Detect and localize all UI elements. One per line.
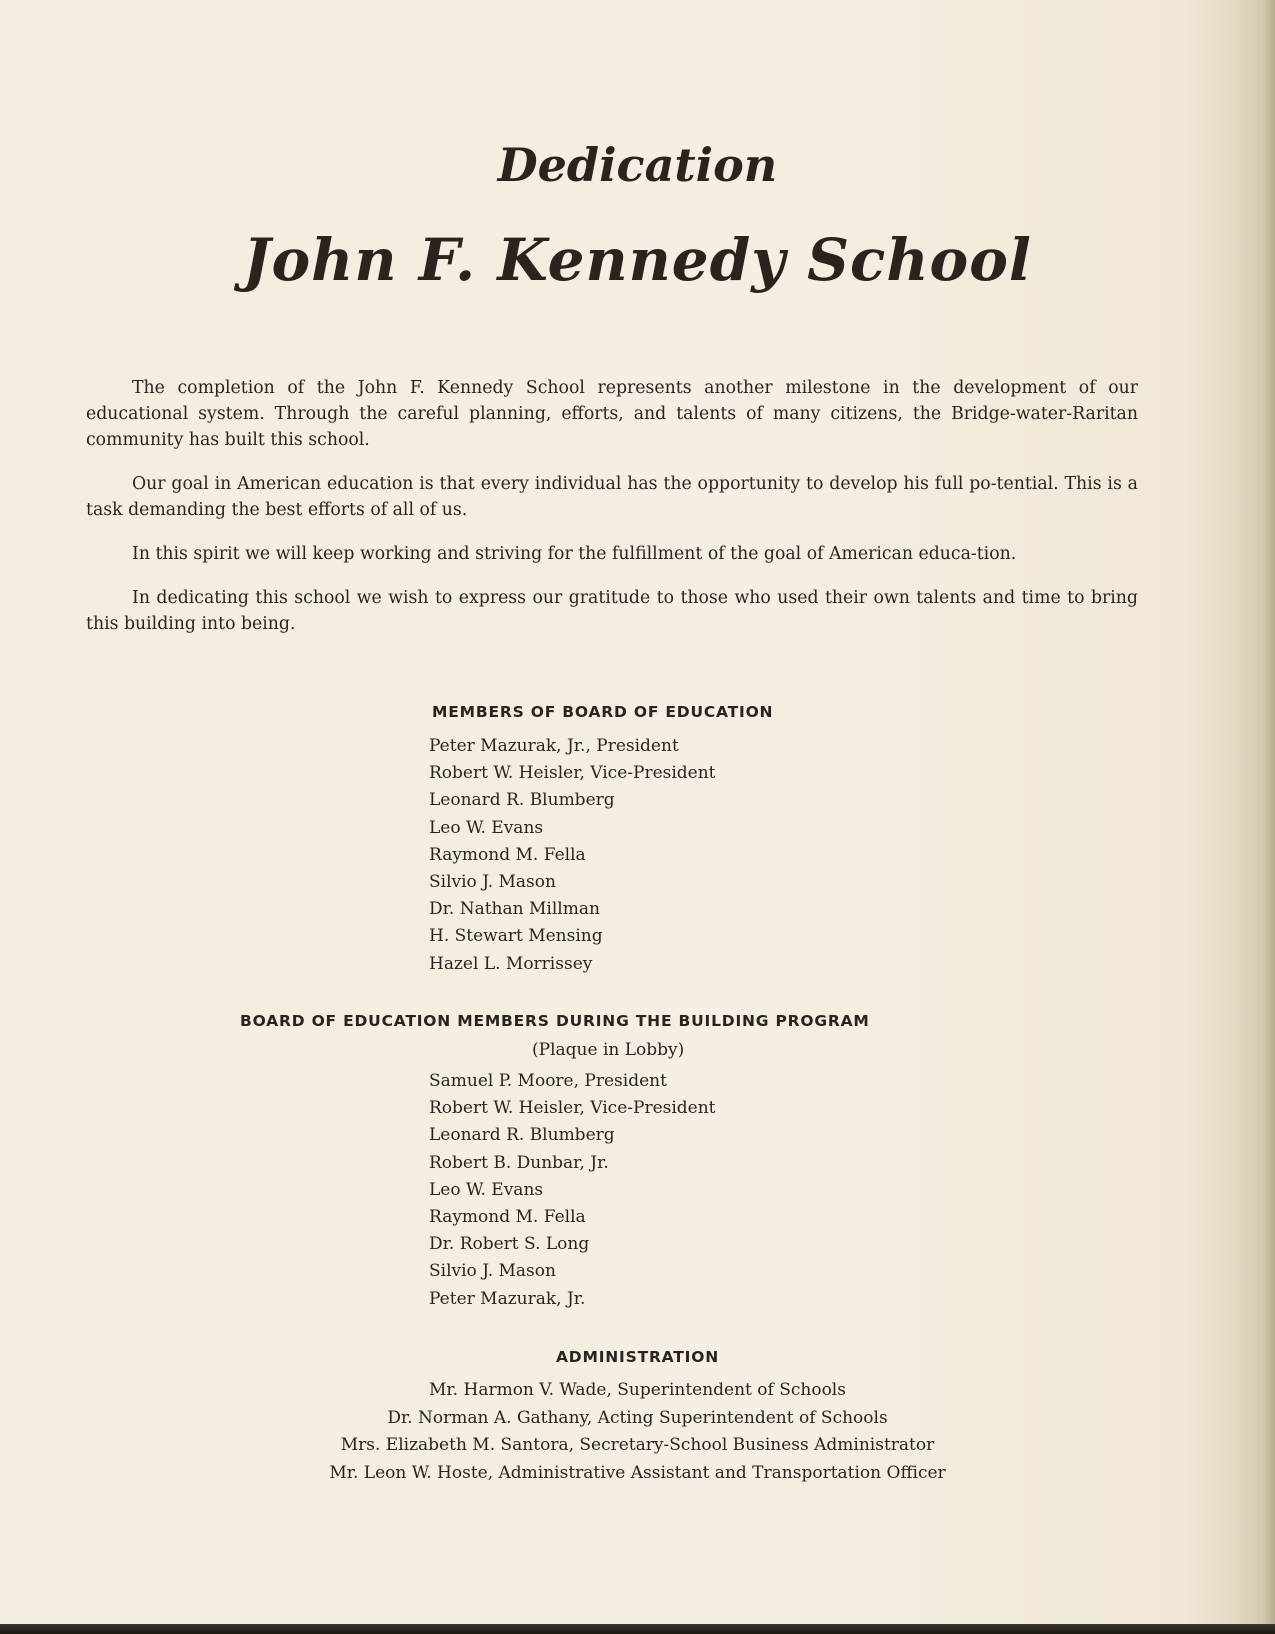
administration-heading: ADMINISTRATION [556,1348,719,1366]
list-item: Dr. Robert S. Long [429,1234,590,1255]
board-heading: MEMBERS OF BOARD OF EDUCATION [432,703,774,721]
list-item: Leonard R. Blumberg [429,1125,615,1146]
page-subtitle: John F. Kennedy School [243,226,1032,294]
list-item: H. Stewart Mensing [429,926,603,947]
list-item: Dr. Nathan Millman [429,899,600,920]
list-item: Hazel L. Morrissey [429,953,593,974]
paragraph: In this spirit we will keep working and striving for the fulfillment of the goal of American educa-tion. [132,544,1017,564]
list-item: Peter Mazurak, Jr. [429,1288,586,1309]
list-item: Silvio J. Mason [429,872,556,893]
list-item: Robert W. Heisler, Vice-President [429,763,716,784]
list-item: Dr. Norman A. Gathany, Acting Superintendent of Schools [387,1407,888,1428]
building-board-members-list [429,1068,716,1313]
list-item: Raymond M. Fella [429,1207,586,1228]
list-item: Leo W. Evans [429,1179,544,1200]
list-item: Mr. Leon W. Hoste, Administrative Assistant and Transportation Officer [329,1462,946,1483]
building-board-note: (Plaque in Lobby) [532,1040,685,1060]
list-item: Mr. Harmon V. Wade, Superintendent of Schools [429,1380,846,1400]
list-item: Robert B. Dunbar, Jr. [429,1152,609,1173]
paragraph: Our goal in American education is that every individual has the opportunity to develop his full po-tential. This is a task demanding the best efforts of all of us. [86,474,1138,520]
list-item: Silvio J. Mason [429,1261,556,1282]
list-item: Raymond M. Fella [429,844,586,865]
paragraph: The completion of the John F. Kennedy School represents another milestone in the development of our educational system. Through the careful planning, efforts, and talents of many citizens, the Bridge-water-Raritan community has built this school. [86,378,1138,450]
board-members-list [429,733,716,978]
list-item: Robert W. Heisler, Vice-President [429,1098,716,1119]
paragraph: In dedicating this school we wish to express our gratitude to those who used their own talents and time to bring this building into being. [86,588,1138,634]
list-item: Mrs. Elizabeth M. Santora, Secretary-School Business Administrator [340,1435,935,1455]
list-item: Samuel P. Moore, President [429,1071,667,1091]
list-item: Peter Mazurak, Jr., President [429,736,679,756]
page-bottom-edge [0,1624,1275,1634]
list-item: Leo W. Evans [429,817,544,838]
page-title: Dedication [497,138,778,192]
list-item: Leonard R. Blumberg [429,790,615,811]
building-board-heading: BOARD OF EDUCATION MEMBERS DURING THE BUILDING PROGRAM [240,1012,870,1030]
dedication-text [86,375,1138,655]
administration-list [0,1377,1275,1487]
